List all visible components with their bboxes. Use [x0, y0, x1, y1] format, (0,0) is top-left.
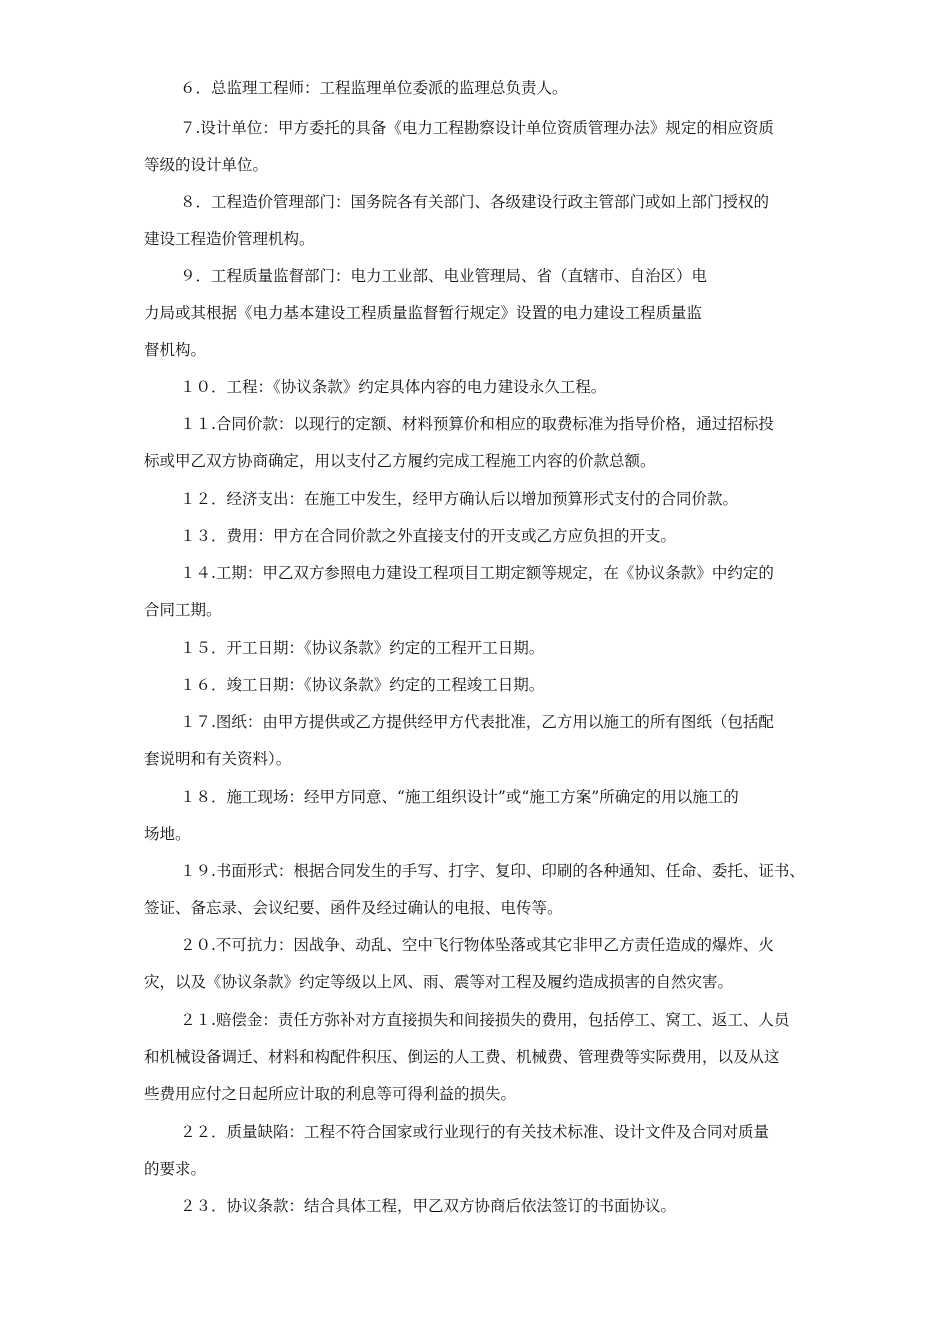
item-9-line-2: 力局或其根据《电力基本建设工程质量监督暂行规定》设置的电力建设工程质量监: [144, 304, 703, 322]
item-7-line-1: ７.设计单位：甲方委托的具备《电力工程勘察设计单位资质管理办法》规定的相应资质: [180, 119, 774, 137]
item-10-line-1: １０．工程：《协议条款》约定具体内容的电力建设永久工程。: [180, 378, 607, 396]
item-18-line-1: １８．施工现场：经甲方同意、“施工组织设计”或“施工方案”所确定的用以施工的: [180, 788, 739, 806]
item-7-line-2: 等级的设计单位。: [144, 156, 269, 174]
item-19-line-2: 签证、备忘录、会议纪要、函件及经过确认的电报、电传等。: [144, 899, 563, 917]
item-9-line-1: ９．工程质量监督部门：电力工业部、电业管理局、省（直辖市、自治区）电: [180, 267, 708, 285]
item-9-line-3: 督机构。: [144, 341, 207, 359]
item-8-line-1: ８．工程造价管理部门：国务院各有关部门、各级建设行政主管部门或如上部门授权的: [180, 193, 770, 211]
item-8-line-2: 建设工程造价管理机构。: [144, 230, 315, 248]
item-22-line-1: ２２．质量缺陷：工程不符合国家或行业现行的有关技术标准、设计文件及合同对质量: [180, 1123, 770, 1141]
item-20-line-2: 灾，以及《协议条款》约定等级以上风、雨、震等对工程及履约造成损害的自然灾害。: [144, 973, 734, 991]
item-20-line-1: ２０.不可抗力：因战争、动乱、空中飞行物体坠落或其它非甲乙方责任造成的爆炸、火: [180, 936, 774, 954]
item-16-line-1: １６．竣工日期：《协议条款》约定的工程竣工日期。: [180, 676, 545, 694]
item-11-line-1: １１.合同价款：以现行的定额、材料预算价和相应的取费标准为指导价格，通过招标投: [180, 415, 774, 433]
item-15-line-1: １５．开工日期：《协议条款》约定的工程开工日期。: [180, 639, 545, 657]
item-19-line-1: １９.书面形式：根据合同发生的手写、打字、复印、印刷的各种通知、任命、委托、证书、: [180, 862, 805, 880]
item-6-line-1: ６．总监理工程师：工程监理单位委派的监理总负责人。: [180, 79, 568, 97]
item-12-line-1: １２．经济支出：在施工中发生，经甲方确认后以增加预算形式支付的合同价款。: [180, 490, 739, 508]
item-17-line-2: 套说明和有关资料）。: [144, 750, 292, 768]
item-11-line-2: 标或甲乙双方协商确定，用以支付乙方履约完成工程施工内容的价款总额。: [144, 452, 656, 470]
item-17-line-1: １７.图纸：由甲方提供或乙方提供经甲方代表批准，乙方用以施工的所有图纸（包括配: [180, 713, 774, 731]
item-23-line-1: ２３．协议条款：结合具体工程，甲乙双方协商后依法签订的书面协议。: [180, 1197, 677, 1215]
item-21-line-1: ２１.赔偿金：责任方弥补对方直接损失和间接损失的费用，包括停工、窝工、返工、人员: [180, 1011, 790, 1029]
item-14-line-1: １４.工期：甲乙双方参照电力建设工程项目工期定额等规定，在《协议条款》中约定的: [180, 564, 774, 582]
item-22-line-2: 的要求。: [144, 1160, 207, 1178]
item-18-line-2: 场地。: [144, 825, 191, 843]
item-21-line-2: 和机械设备调迁、材料和构配件积压、倒运的人工费、机械费、管理费等实际费用，以及从这: [144, 1048, 780, 1066]
item-13-line-1: １３．费用：甲方在合同价款之外直接支付的开支或乙方应负担的开支。: [180, 527, 677, 545]
item-14-line-2: 合同工期。: [144, 601, 222, 619]
item-21-line-3: 些费用应付之日起所应计取的利息等可得利益的损失。: [144, 1085, 517, 1103]
